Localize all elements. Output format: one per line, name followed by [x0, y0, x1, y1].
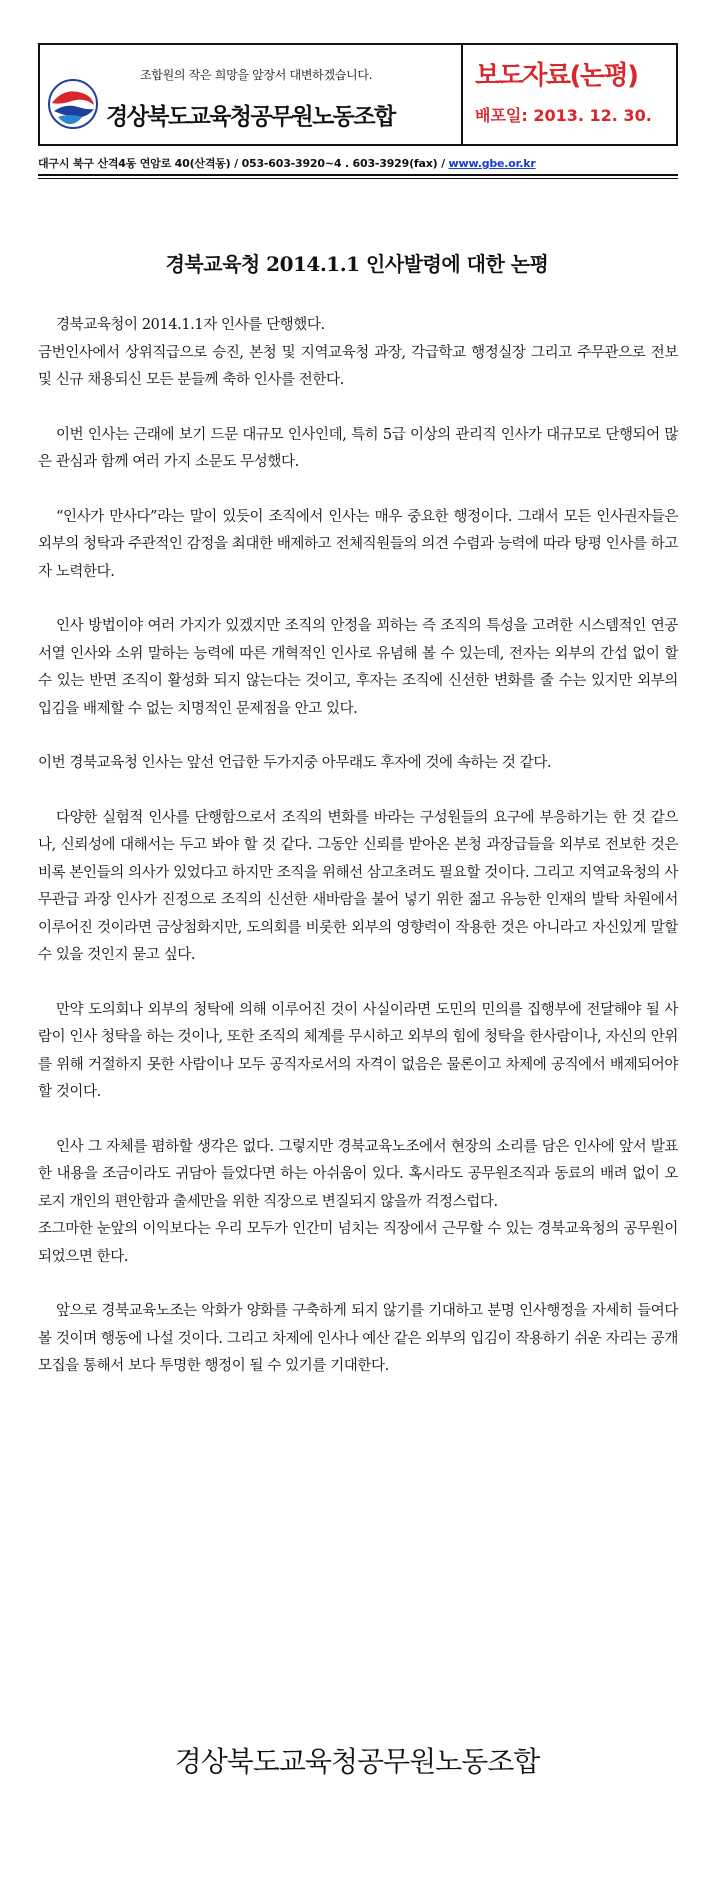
contact-line: [38, 155, 678, 171]
paragraph: 인사 방법이야 여러 가지가 있겠지만 조직의 안정을 꾀하는 즉 조직의 특성을 고려한 시스템적인 연공서열 인사와 소위 말하는 능력에 따른 개혁적인 인사로 유념해 볼 수 있는데, 전자는 외부의 간섭 없이 할 수 있는 반면 조직이 활성화 되지 않는다는 것이고, 후자는 조직에 신선한 변화를 줄 수는 있지만 외부의 입김을 배제할 수 없는 치명적인 문제점을 안고 있다.: [38, 618, 678, 717]
union-name: 경상북도교육청공무원노동조합: [106, 104, 395, 130]
paragraph: 만약 도의회나 외부의 청탁에 의해 이루어진 것이 사실이라면 도민의 민의를 집행부에 전달해야 될 사람이 인사 청탁을 하는 것이나, 또한 조직의 체계를 무시하고 외부의 힘에 청탁을 한사람이나, 자신의 안위를 위해 거절하지 못한 사람이나 모두 공직자로서의 자격이 없음은 물론이고 차제에 공직에서 배제되어야 할 것이다.: [38, 1001, 678, 1100]
union-slogan: 조합원의 작은 희망을 앞장서 대변하겠습니다.: [140, 68, 373, 82]
paragraph: 이번 경북교육청 인사는 앞선 언급한 두가지중 아무래도 후자에 것에 속하는 것 같다.: [38, 755, 552, 771]
divider-thin: [38, 178, 678, 179]
paragraph: 앞으로 경북교육노조는 악화가 양화를 구축하게 되지 않기를 기대하고 분명 인사행정을 자세히 들여다 볼 것이며 행동에 나설 것이다. 그리고 차제에 인사나 예산 같은 외부의 입김이 작용하기 쉬운 자리는 공개모집을 통해서 보다 투명한 행정이 될 수 있기를 기대한다.: [38, 1303, 678, 1374]
union-identity: [40, 45, 463, 144]
union-signature: 경상북도교육청공무원노동조합: [174, 1745, 540, 1778]
paragraph: 경북교육청이 2014.1.1자 인사를 단행했다.: [56, 317, 325, 333]
union-logo-icon: [48, 79, 98, 129]
press-info: [463, 45, 676, 144]
divider-thick: [38, 174, 678, 176]
paragraph: 다양한 실험적 인사를 단행함으로서 조직의 변화를 바라는 구성원들의 요구에 부응하기는 한 것 같으나, 신뢰성에 대해서는 두고 봐야 할 것 같다. 그동안 신뢰를 받아온 본청 과장급들을 외부로 전보한 것은 비록 본인들의 의사가 있었다고 하지만 조직을 위해선 삼고초려도 필요할 것이다. 그리고 지역교육청의 사무관급 과장 인사가 진정으로 조직의 신선한 새바람을 불어 넣기 위한 젊고 유능한 인재의 발탁 차원에서 이루어진 것이라면 금상첨화지만, 도의회를 비롯한 외부의 영향력이 작용한 것은 아니라고 자신있게 말할 수 있을 것인지 묻고 싶다.: [38, 809, 678, 963]
paragraph: 인사 그 자체를 폄하할 생각은 없다. 그렇지만 경북교육노조에서 현장의 소리를 담은 인사에 앞서 발표한 내용을 조금이라도 귀담아 들었다면 하는 아쉬움이 있다. 혹시라도 공무원조직과 동료의 배려 없이 오로지 개인의 편안함과 출세만을 위한 직장으로 변질되지 않을까 걱정스럽다.: [38, 1138, 678, 1210]
press-release-type: 보도자료(논평): [475, 61, 638, 91]
contact-address: 대구시 북구 산격4동 연암로 40(산격동) / 053-603-3920~4 . 603-3929(fax) /: [38, 157, 449, 170]
paragraph: 이번 인사는 근래에 보기 드문 대규모 인사인데, 특히 5급 이상의 관리직 인사가 대규모로 단행되어 많은 관심과 함께 여러 가지 소문도 무성했다.: [38, 426, 678, 470]
document-title: 경북교육청 2014.1.1 인사발령에 대한 논평: [165, 252, 549, 276]
document-body: [38, 312, 678, 1408]
press-header: [38, 43, 678, 146]
website-link[interactable]: www.gbe.or.kr: [448, 157, 536, 170]
paragraph: 금번인사에서 상위직급으로 승진, 본청 및 지역교육청 과장, 각급학교 행정실장 그리고 주무관으로 전보 및 신규 채용되신 모든 분들께 축하 인사를 전한다.: [38, 344, 678, 388]
paragraph: 조그마한 눈앞의 이익보다는 우리 모두가 인간미 넘치는 직장에서 근무할 수 있는 경북교육청의 공무원이 되었으면 한다.: [38, 1221, 678, 1265]
paragraph: “인사가 만사다”라는 말이 있듯이 조직에서 인사는 매우 중요한 행정이다. 그래서 모든 인사권자들은 외부의 청탁과 주관적인 감정을 최대한 배제하고 전체직원들의 의견 수렴과 능력에 따라 탕평 인사를 하고자 노력한다.: [38, 508, 678, 580]
release-date: 배포일: 2013. 12. 30.: [475, 106, 652, 125]
